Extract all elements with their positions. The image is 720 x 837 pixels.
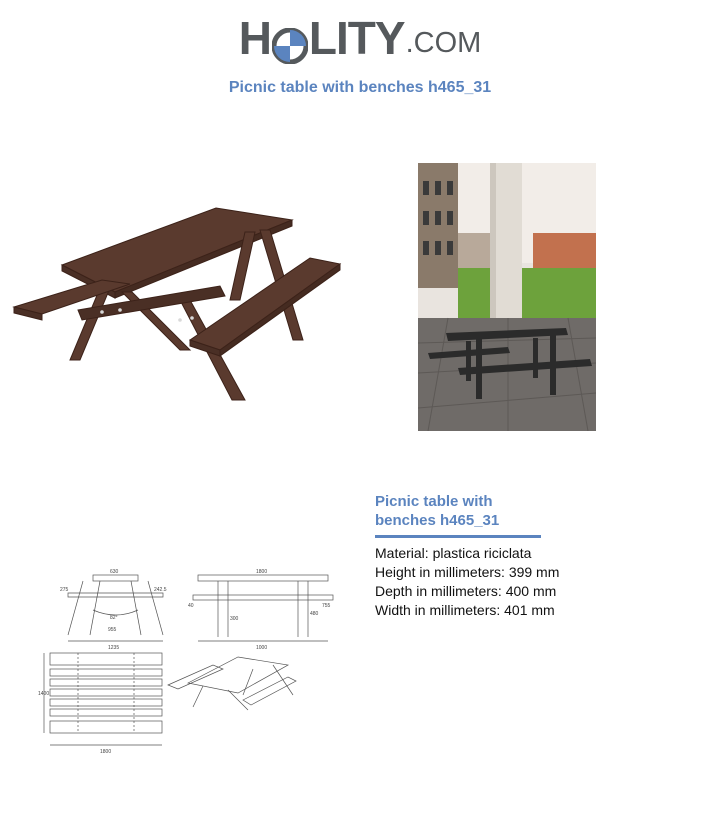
spec-depth: Depth in millimeters: 400 mm bbox=[375, 583, 557, 599]
technical-drawing[interactable] bbox=[38, 565, 338, 755]
dim-front-top: 630 bbox=[110, 569, 119, 575]
product-photo-image[interactable] bbox=[418, 163, 596, 431]
logo-letters-lity: LITY bbox=[308, 12, 405, 64]
dim-front-mid: 955 bbox=[108, 627, 117, 633]
logo-domain: .COM bbox=[405, 27, 482, 59]
spec-title: Picnic table with benches h465_31 bbox=[375, 493, 500, 529]
spec-material: Material: plastica riciclata bbox=[375, 545, 532, 561]
logo-circle-icon bbox=[272, 28, 308, 64]
dim-front-bottom: 1235 bbox=[108, 645, 120, 651]
spec-height: Height in millimeters: 399 mm bbox=[375, 564, 560, 580]
page-title: Picnic table with benches h465_31 bbox=[228, 79, 492, 96]
spec-divider bbox=[375, 535, 541, 538]
dim-side-top: 1800 bbox=[256, 569, 268, 575]
dim-plan-width: 1800 bbox=[100, 749, 112, 755]
dim-side-h2: 300 bbox=[230, 616, 239, 622]
site-logo[interactable] bbox=[0, 14, 720, 70]
logo-letter-h: H bbox=[238, 12, 271, 64]
spec-width: Width in millimeters: 401 mm bbox=[375, 602, 555, 618]
dim-side-h3: 480 bbox=[310, 611, 319, 617]
dim-front-angle: 82° bbox=[110, 615, 118, 621]
dim-front-left: 275 bbox=[60, 587, 69, 593]
spec-panel bbox=[375, 492, 675, 620]
product-render-image[interactable] bbox=[10, 200, 342, 405]
dim-plan-height: 1400 bbox=[38, 691, 50, 697]
dim-side-h4: 755 bbox=[322, 603, 331, 609]
dim-side-bottom: 1000 bbox=[256, 645, 268, 651]
dim-side-h1: 40 bbox=[188, 603, 194, 609]
dim-front-right: 242.5 bbox=[154, 587, 167, 593]
